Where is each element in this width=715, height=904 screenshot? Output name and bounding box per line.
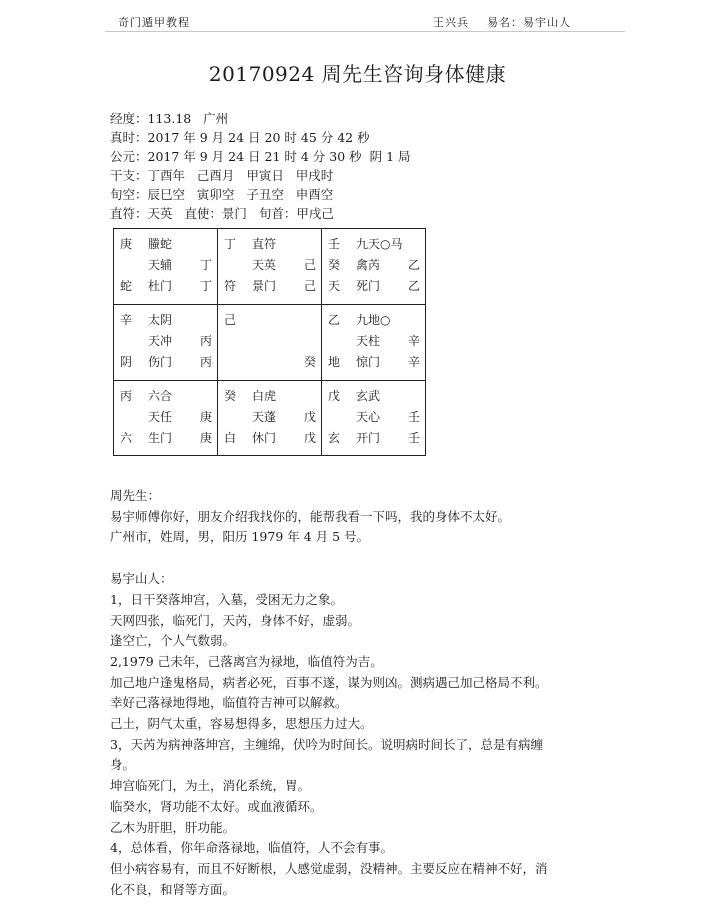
palace-line xyxy=(328,352,421,372)
palace-token: 庚 xyxy=(200,431,213,445)
palace-line xyxy=(224,255,317,275)
info-gregorian: 公元：2017 年 9 月 24 日 21 时 4 分 30 秒 阴 1 局 xyxy=(110,149,411,164)
client-name: 周先生： xyxy=(110,488,161,503)
chart-border-top xyxy=(113,228,426,229)
palace-token: 己 xyxy=(304,258,317,272)
palace-cell xyxy=(325,310,423,380)
palace-token: 地 xyxy=(328,355,341,369)
palace-line xyxy=(328,310,421,330)
palace-token: 天 xyxy=(328,279,341,293)
palace-token: 休门 xyxy=(252,431,277,445)
palace-token: 癸 xyxy=(224,389,237,403)
palace-token: 开门 xyxy=(356,431,381,445)
palace-cell xyxy=(221,386,319,456)
palace-token: 生门 xyxy=(148,431,173,445)
chart-divider xyxy=(321,228,322,456)
palace-line xyxy=(328,407,421,427)
palace-token: 九地○ xyxy=(356,313,391,327)
client-line: 易宇师傅你好，朋友介绍我找你的，能帮我看一下吗，我的身体不太好。 xyxy=(110,508,511,524)
palace-token: 壬 xyxy=(328,237,341,251)
palace-token: 戊 xyxy=(304,410,317,424)
palace-token: 壬 xyxy=(408,410,421,424)
palace-token: 六 xyxy=(120,431,133,445)
palace-token: 玄武 xyxy=(356,389,381,403)
master-line: 3，天芮为病神落坤宫，主缠绵，伏吟为时间长。说明病时间长了，总是有病缠 xyxy=(110,736,543,752)
palace-token: 戊 xyxy=(304,431,317,445)
palace-token: 丙 xyxy=(120,389,133,403)
palace-line xyxy=(328,276,421,296)
header-rule xyxy=(105,31,625,32)
palace-token: 乙 xyxy=(328,313,341,327)
palace-cell xyxy=(221,234,319,304)
palace-line xyxy=(328,234,421,254)
palace-line xyxy=(120,386,213,406)
header-book-title: 奇门遁甲教程 xyxy=(118,16,190,29)
palace-line xyxy=(120,407,213,427)
palace-line xyxy=(224,386,317,406)
palace-token: 庚 xyxy=(120,237,133,251)
palace-token: 己 xyxy=(224,313,237,327)
master-line: 天网四张，临死门，天芮，身体不好，虚弱。 xyxy=(110,612,361,628)
palace-line xyxy=(120,352,213,372)
master-line: 己土，阴气太重，容易想得多，思想压力过大。 xyxy=(110,716,373,732)
palace-line xyxy=(328,255,421,275)
palace-token: 蛇 xyxy=(120,279,133,293)
palace-line xyxy=(328,386,421,406)
info-ganzhi: 干支：丁酉年 己酉月 甲寅日 甲戌时 xyxy=(110,168,334,183)
client-line: 广州市，姓周，男，阳历 1979 年 4 月 5 号。 xyxy=(110,529,370,545)
palace-token: 乙 xyxy=(408,258,421,272)
palace-token: 天蓬 xyxy=(252,410,277,424)
palace-cell xyxy=(325,234,423,304)
palace-token: 癸 xyxy=(304,355,317,369)
master-line: 加己地户逢鬼格局，病者必死，百事不遂，谋为则凶。测病遇己加己格局不利。 xyxy=(110,674,548,690)
palace-token: 白虎 xyxy=(252,389,277,403)
info-xunkong: 旬空：辰巳空 寅卯空 子丑空 申酉空 xyxy=(110,187,334,202)
chart-divider xyxy=(113,380,426,381)
palace-line xyxy=(224,276,317,296)
master-line: 乙木为肝胆，肝功能。 xyxy=(110,819,236,835)
palace-line xyxy=(328,331,421,351)
palace-token: 天英 xyxy=(252,258,277,272)
palace-token: 景门 xyxy=(252,279,277,293)
palace-token: 禽芮 xyxy=(356,258,381,272)
master-line: 1，日干癸落坤宫，入墓，受困无力之象。 xyxy=(110,591,343,607)
palace-line xyxy=(224,310,317,330)
master-line: 身。 xyxy=(110,757,136,773)
palace-line xyxy=(224,234,317,254)
chart-divider xyxy=(217,228,218,456)
palace-token: 螣蛇 xyxy=(148,237,173,251)
info-true-time: 真时：2017 年 9 月 24 日 20 时 45 分 42 秒 xyxy=(110,130,370,145)
palace-line xyxy=(120,234,213,254)
palace-token: 玄 xyxy=(328,431,341,445)
palace-token: 乙 xyxy=(408,279,421,293)
palace-token: 白 xyxy=(224,431,237,445)
chart-info xyxy=(110,109,411,223)
master-line: 4，总体看，你年命落禄地，临值符，人不会有事。 xyxy=(110,840,393,856)
palace-line xyxy=(328,428,421,448)
qimen-chart xyxy=(113,228,426,456)
palace-token: 天冲 xyxy=(148,334,173,348)
master-line: 临癸水，肾功能不太好。或血液循环。 xyxy=(110,798,323,814)
palace-line xyxy=(120,428,213,448)
master-line: 化不良，和肾等方面。 xyxy=(110,881,236,897)
page-title: 20170924 周先生咨询身体健康 xyxy=(208,62,507,86)
info-zhifu: 直符：天英 直使：景门 旬首：甲戌己 xyxy=(110,206,334,221)
palace-cell xyxy=(325,386,423,456)
header-author: 王兴兵 xyxy=(433,16,469,29)
palace-token: 惊门 xyxy=(356,355,381,369)
palace-cell xyxy=(117,310,215,380)
master-line: 坤宫临死门，为土，消化系统，胃。 xyxy=(110,778,311,794)
header-yiming: 易名：易宇山人 xyxy=(487,16,571,29)
palace-line xyxy=(224,428,317,448)
consultation-text xyxy=(110,486,615,900)
palace-line xyxy=(224,407,317,427)
palace-token: 阴 xyxy=(120,355,133,369)
palace-token: 杜门 xyxy=(148,279,173,293)
palace-token: 死门 xyxy=(356,279,381,293)
palace-token: 戊 xyxy=(328,389,341,403)
chart-border-right xyxy=(425,228,426,456)
palace-token: 丙 xyxy=(200,334,213,348)
palace-token: 直符 xyxy=(252,237,277,251)
master-line: 逢空亡，个人气数弱。 xyxy=(110,633,236,649)
palace-token: 九天○马 xyxy=(356,237,403,251)
palace-token: 辛 xyxy=(408,355,421,369)
palace-token: 天任 xyxy=(148,410,173,424)
palace-cell xyxy=(221,310,319,380)
chart-border-left xyxy=(113,228,114,456)
master-line: 但小病容易有，而且不好断根，人感觉虚弱，没精神。主要反应在精神不好，消 xyxy=(110,860,548,876)
palace-line xyxy=(120,276,213,296)
chart-divider xyxy=(113,304,426,305)
palace-token: 天心 xyxy=(356,410,381,424)
palace-token: 丙 xyxy=(200,355,213,369)
palace-token: 符 xyxy=(224,279,237,293)
master-name: 易宇山人： xyxy=(110,571,173,587)
palace-token: 辛 xyxy=(408,334,421,348)
palace-token: 天辅 xyxy=(148,258,173,272)
palace-token: 丁 xyxy=(200,258,213,272)
palace-line xyxy=(120,331,213,351)
palace-line xyxy=(224,331,317,351)
palace-token: 丁 xyxy=(200,279,213,293)
master-line: 幸好己落禄地得地，临值符吉神可以解救。 xyxy=(110,695,348,711)
palace-token: 伤门 xyxy=(148,355,173,369)
palace-token: 天柱 xyxy=(356,334,381,348)
palace-token: 庚 xyxy=(200,410,213,424)
palace-token: 丁 xyxy=(224,237,237,251)
palace-token: 壬 xyxy=(408,431,421,445)
palace-token: 六合 xyxy=(148,389,173,403)
palace-token: 辛 xyxy=(120,313,133,327)
master-line: 2,1979 己未年，己落离宫为禄地，临值符为吉。 xyxy=(110,653,383,669)
palace-token: 己 xyxy=(304,279,317,293)
palace-line xyxy=(120,255,213,275)
palace-cell xyxy=(117,386,215,456)
palace-token: 癸 xyxy=(328,258,341,272)
palace-line xyxy=(224,352,317,372)
palace-token: 太阴 xyxy=(148,313,173,327)
info-longitude: 经度：113.18 广州 xyxy=(110,111,229,126)
palace-cell xyxy=(117,234,215,304)
palace-line xyxy=(120,310,213,330)
